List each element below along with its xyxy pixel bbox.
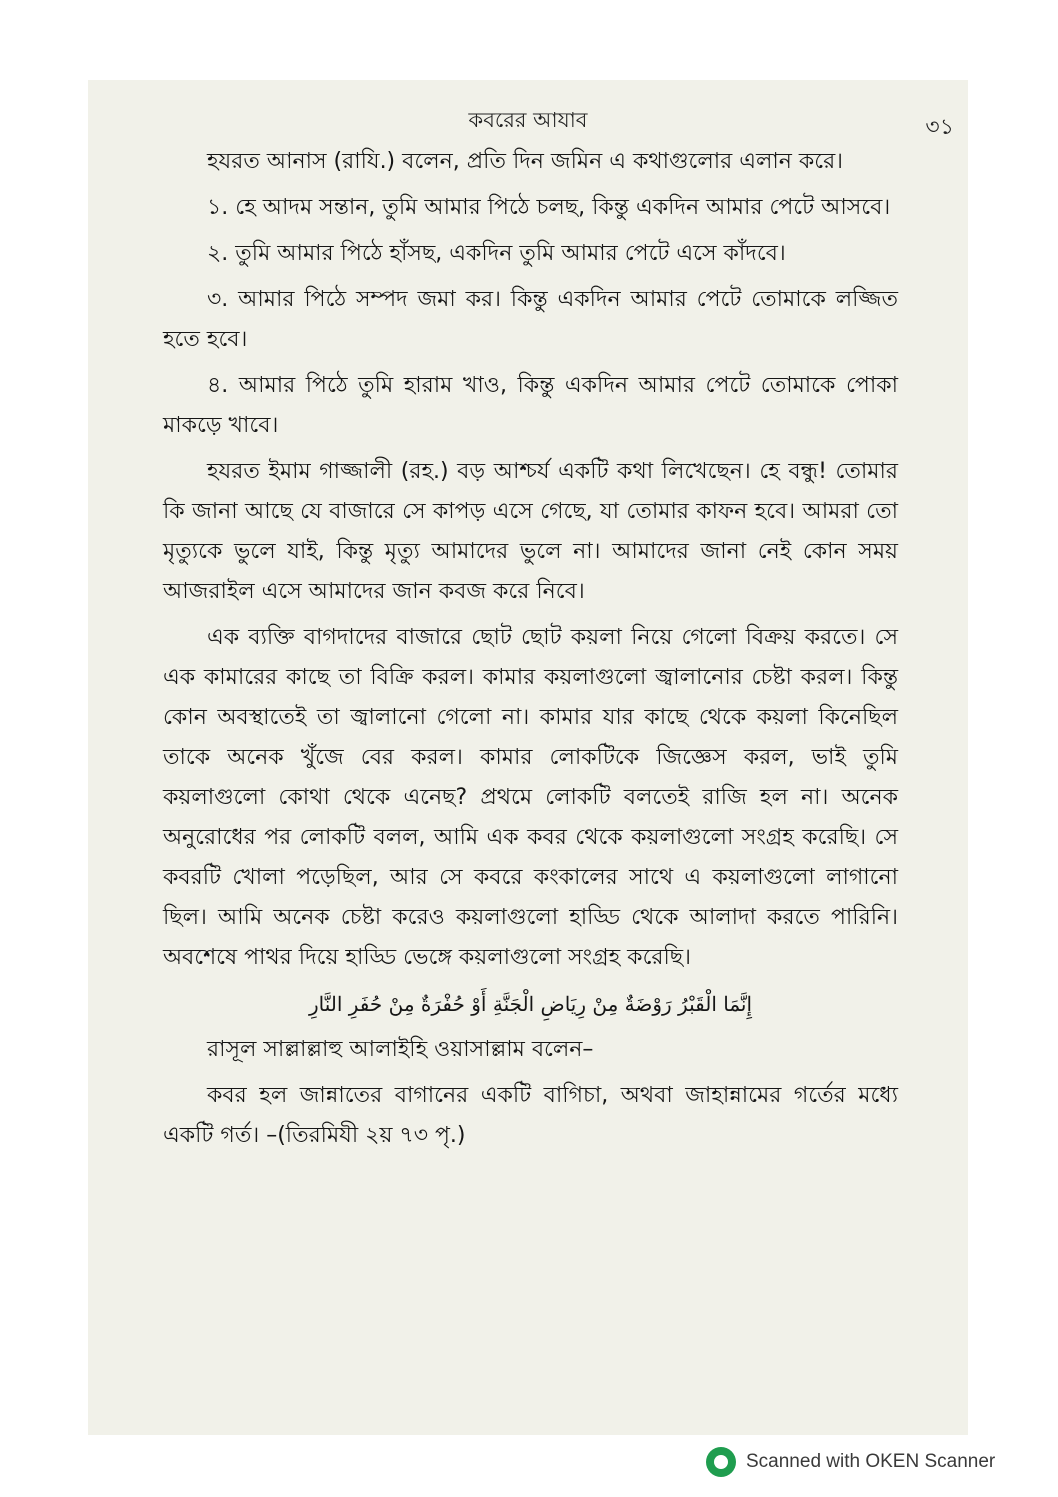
paragraph: ১. হে আদম সন্তান, তুমি আমার পিঠে চলছ, কিন্তু একদিন আমার পেটে আসবে।	[207, 195, 891, 220]
paragraph: রাসূল সাল্লাল্লাহু আলাইহি ওয়াসাল্লাম বলেন–	[207, 1037, 594, 1062]
oken-logo-icon	[706, 1447, 736, 1477]
paragraph: ৪. আমার পিঠে তুমি হারাম খাও, কিন্তু একদিন আমার পেটে তোমাকে পোকা মাকড়ে খাবে।	[163, 373, 898, 438]
body-text	[163, 142, 898, 1162]
scanner-text: Scanned with OKEN Scanner	[746, 1451, 996, 1472]
paragraph: এক ব্যক্তি বাগদাদের বাজারে ছোট ছোট কয়লা নিয়ে গেলো বিক্রয় করতে। সে এক কামারের কাছে তা বিক্রি করল। কামার কয়লাগুলো জ্বালানোর চেষ্টা করল। কিন্তু কোন অবস্থাতেই তা জ্বালানো গেলো না। কামার যার কাছে থেকে কয়লা কিনেছিল তাকে অনেক খুঁজে বের করল। কামার লোকটিকে জিজ্ঞেস করল, ভাই তুমি কয়লাগুলো কোথা থেকে এনেছ? প্রথমে লোকটি বলতেই রাজি হল না। অনেক অনুরোধের পর লোকটি বলল, আমি এক কবর থেকে কয়লাগুলো সংগ্রহ করেছি। সে কবরটি খোলা পড়েছিল, আর সে কবরে কংকালের সাথে এ কয়লাগুলো লাগানো ছিল। আমি অনেক চেষ্টা করেও কয়লাগুলো হাড্ডি থেকে আলাদা করতে পারিনি। অবশেষে পাথর দিয়ে হাড্ডি ভেঙ্গে কয়লাগুলো সংগ্রহ করেছি।	[163, 625, 898, 970]
paragraph: হযরত আনাস (রাযি.) বলেন, প্রতি দিন জমিন এ কথাগুলোর এলান করে।	[207, 149, 844, 174]
scanner-watermark	[706, 1447, 995, 1477]
paragraph: কবর হল জান্নাতের বাগানের একটি বাগিচা, অথবা জাহান্নামের গর্তের মধ্যে একটি গর্ত। –(তিরমিযী ২য় ৭৩ পৃ.)	[163, 1083, 898, 1148]
book-page	[88, 80, 968, 1435]
paragraph: ২. তুমি আমার পিঠে হাঁসছ, একদিন তুমি আমার পেটে এসে কাঁদবে।	[207, 241, 786, 266]
running-title: কবরের আযাব	[468, 108, 588, 132]
paragraph: ৩. আমার পিঠে সম্পদ জমা কর। কিন্তু একদিন আমার পেটে তোমাকে লজ্জিত হতে হবে।	[163, 287, 898, 352]
paragraph: হযরত ইমাম গাজ্জালী (রহ.) বড় আশ্চর্য একটি কথা লিখেছেন। হে বন্ধু! তোমার কি জানা আছে যে বাজারে সে কাপড় এসে গেছে, যা তোমার কাফন হবে। আমরা তো মৃত্যুকে ভুলে যাই, কিন্তু মৃত্যু আমাদের ভুলে না। আমাদের জানা নেই কোন সময় আজরাইল এসে আমাদের জান কবজ করে নিবে।	[163, 459, 898, 604]
page-number: ৩১	[925, 115, 954, 140]
arabic-hadith: إِنَّمَا الْقَبْرُ رَوْضَةٌ مِنْ رِيَاضِ الْجَنَّةِ أَوْ حُفْرَةٌ مِنْ حُفَرِ النَّارِ	[308, 992, 753, 1016]
